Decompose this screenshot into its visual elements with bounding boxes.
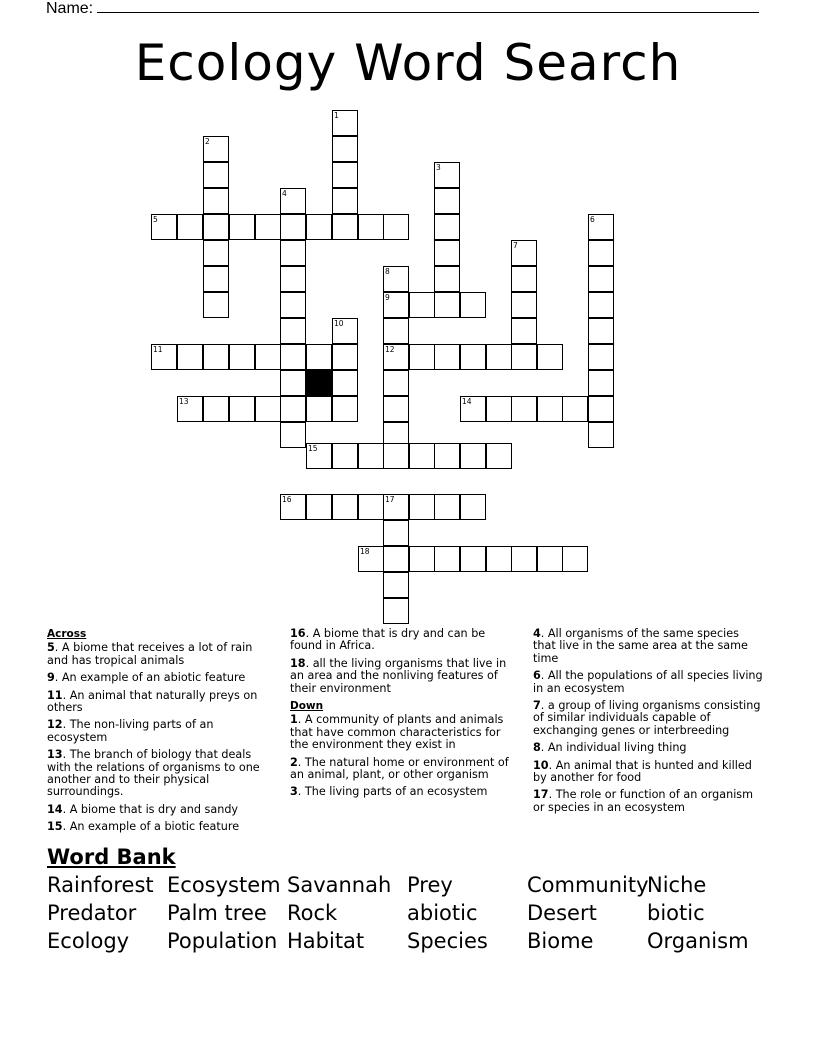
clue-number-10: 10	[334, 319, 344, 328]
crossword-cell[interactable]	[383, 520, 409, 546]
clue-number-2: 2	[205, 137, 210, 146]
clue-9	[47, 672, 272, 684]
word-bank-word: Rock	[287, 901, 338, 925]
clue-number-5: 5	[153, 215, 158, 224]
clue-2	[290, 757, 515, 782]
crossword-cell[interactable]	[332, 443, 358, 469]
crossword-cell[interactable]	[562, 546, 588, 572]
crossword-cell[interactable]	[588, 318, 614, 344]
word-bank-word: Savannah	[287, 873, 392, 897]
clue-number-6: 6	[590, 215, 595, 224]
clue-number-17: 17	[385, 495, 395, 504]
crossword-cell[interactable]	[434, 214, 460, 240]
word-bank-word: Species	[407, 929, 488, 953]
clue-text: . a group of living organisms consisting of similar individuals capable of exchanging genes or interbreeding	[533, 699, 761, 737]
crossword-cell[interactable]	[280, 292, 306, 318]
clue-text: . A biome that is dry and can be found in Africa.	[290, 627, 486, 653]
crossword-cell[interactable]	[177, 214, 203, 240]
crossword-cell[interactable]	[280, 494, 306, 520]
clue-number: 8	[533, 741, 541, 755]
clue-number: 7	[533, 699, 541, 713]
clue-1	[290, 714, 515, 751]
crossword-cell[interactable]	[280, 422, 306, 448]
clue-4	[533, 628, 763, 665]
crossword-cell[interactable]	[460, 292, 486, 318]
clues-column-1	[47, 628, 272, 839]
crossword-cell[interactable]	[151, 214, 177, 240]
crossword-cell[interactable]	[358, 546, 384, 572]
crossword-cell[interactable]	[460, 443, 486, 469]
crossword-cell[interactable]	[460, 546, 486, 572]
clues-column-2	[290, 628, 515, 804]
clue-number: 10	[533, 758, 549, 772]
crossword-cell[interactable]	[229, 396, 255, 422]
clue-number: 17	[533, 788, 549, 802]
crossword-cell[interactable]	[358, 494, 384, 520]
clue-text: . The non-living parts of an ecosystem	[47, 718, 214, 744]
crossword-cell[interactable]	[434, 240, 460, 266]
crossword-cell[interactable]	[383, 318, 409, 344]
crossword-cell[interactable]	[306, 344, 332, 370]
clue-number: 13	[47, 748, 63, 762]
clue-number-11: 11	[153, 345, 163, 354]
word-bank-word: Biome	[527, 929, 594, 953]
crossword-cell[interactable]	[511, 240, 537, 266]
crossword-cell[interactable]	[177, 396, 203, 422]
crossword-cell[interactable]	[203, 188, 229, 214]
crossword-cell[interactable]	[280, 214, 306, 240]
clue-text: . All organisms of the same species that live in the same area at the same time	[533, 627, 748, 665]
clue-number-15: 15	[308, 444, 318, 453]
crossword-cell[interactable]	[203, 162, 229, 188]
crossword-cell[interactable]	[588, 396, 614, 422]
crossword-cell[interactable]	[409, 443, 435, 469]
clue-6	[533, 670, 763, 695]
clue-text: . A biome that receives a lot of rain and has tropical animals	[47, 641, 253, 667]
crossword-cell[interactable]	[306, 443, 332, 469]
crossword-cell[interactable]	[203, 214, 229, 240]
crossword-cell[interactable]	[460, 396, 486, 422]
clue-number-9: 9	[385, 293, 390, 302]
crossword-cell[interactable]	[332, 110, 358, 136]
word-bank-word: Desert	[527, 901, 597, 925]
word-bank-word: abiotic	[407, 901, 478, 925]
crossword-cell[interactable]	[460, 494, 486, 520]
crossword-cell[interactable]	[434, 292, 460, 318]
crossword-cell[interactable]	[280, 188, 306, 214]
crossword-cell[interactable]	[383, 370, 409, 396]
clue-17	[533, 789, 763, 814]
word-bank-word: Population	[167, 929, 278, 953]
crossword-cell[interactable]	[332, 396, 358, 422]
crossword-cell[interactable]	[203, 136, 229, 162]
crossword-cell[interactable]	[177, 344, 203, 370]
clue-number: 18	[290, 656, 306, 670]
clue-text: . An example of a biotic feature	[62, 820, 240, 834]
clue-number: 16	[290, 627, 306, 640]
word-bank-word: Ecology	[47, 929, 130, 953]
clue-number: 15	[47, 820, 63, 834]
clue-number-7: 7	[513, 241, 518, 250]
crossword-cell[interactable]	[203, 344, 229, 370]
crossword-cell[interactable]	[280, 318, 306, 344]
crossword-cell[interactable]	[588, 266, 614, 292]
crossword-cell[interactable]	[434, 546, 460, 572]
crossword-cell[interactable]	[511, 546, 537, 572]
word-bank-word: Niche	[647, 873, 707, 897]
clue-text: . all the living organisms that live in an area and the nonliving features of their environment	[290, 656, 507, 695]
crossword-cell[interactable]	[434, 162, 460, 188]
crossword-cell[interactable]	[332, 344, 358, 370]
crossword-cell[interactable]	[306, 396, 332, 422]
word-bank-word: Predator	[47, 901, 137, 925]
crossword-cell[interactable]	[151, 344, 177, 370]
crossword-cell[interactable]	[511, 344, 537, 370]
crossword-cell[interactable]	[537, 396, 563, 422]
crossword-cell[interactable]	[306, 494, 332, 520]
clue-12	[47, 719, 272, 744]
crossword-cell[interactable]	[255, 396, 281, 422]
clue-text: . An animal that naturally preys on others	[47, 688, 258, 715]
crossword-cell[interactable]	[280, 266, 306, 292]
crossword-cell[interactable]	[358, 214, 384, 240]
crossword-cell[interactable]	[332, 188, 358, 214]
word-bank-word: Palm tree	[167, 901, 267, 925]
crossword-cell[interactable]	[434, 266, 460, 292]
clue-number-18: 18	[360, 547, 370, 556]
crossword-cell[interactable]	[588, 344, 614, 370]
crossword-cell[interactable]	[409, 494, 435, 520]
clue-13	[47, 749, 272, 799]
word-bank-word: Organism	[647, 929, 749, 953]
clue-number: 5	[47, 641, 55, 655]
crossword-cell[interactable]	[434, 443, 460, 469]
crossword-cell[interactable]	[203, 266, 229, 292]
clue-11	[47, 690, 272, 715]
clue-5	[47, 642, 272, 667]
clue-8	[533, 742, 763, 754]
crossword-cell[interactable]	[588, 292, 614, 318]
crossword-cell[interactable]	[511, 292, 537, 318]
down-heading: Down	[290, 700, 324, 713]
crossword-cell[interactable]	[332, 214, 358, 240]
word-bank-word: biotic	[647, 901, 705, 925]
clue-number: 12	[47, 718, 63, 732]
clue-text: . The living parts of an ecosystem	[297, 785, 488, 799]
crossword-cell[interactable]	[383, 494, 409, 520]
crossword-cell[interactable]	[434, 188, 460, 214]
word-bank-word: Community	[527, 873, 649, 897]
crossword-cell[interactable]	[229, 344, 255, 370]
crossword-cell[interactable]	[562, 396, 588, 422]
crossword-cell[interactable]	[203, 292, 229, 318]
crossword-cell[interactable]	[383, 396, 409, 422]
clue-text: . A biome that is dry and sandy	[62, 802, 239, 816]
clue-number-3: 3	[436, 163, 441, 172]
clue-number-1: 1	[334, 111, 339, 120]
clue-number: 4	[533, 627, 541, 640]
word-bank-word: Prey	[407, 873, 453, 897]
crossword-cell[interactable]	[383, 598, 409, 624]
crossword-cell[interactable]	[306, 214, 332, 240]
crossword-cell[interactable]	[486, 443, 512, 469]
crossword-cell[interactable]	[486, 546, 512, 572]
clue-10	[533, 760, 763, 785]
clue-number: 9	[47, 671, 55, 685]
crossword-cell[interactable]	[383, 292, 409, 318]
clue-number-14: 14	[462, 397, 472, 406]
word-bank-title: Word Bank	[47, 845, 176, 869]
clue-number: 6	[533, 669, 541, 683]
clue-number: 3	[290, 785, 298, 799]
crossword-cell[interactable]	[511, 318, 537, 344]
clue-number-16: 16	[282, 495, 292, 504]
word-bank-word: Rainforest	[47, 873, 154, 897]
crossword-cell[interactable]	[486, 396, 512, 422]
clue-18	[290, 658, 515, 695]
clue-text: . An animal that is hunted and killed by another for food	[533, 758, 752, 785]
crossword-cell[interactable]	[332, 494, 358, 520]
crossword-cell[interactable]	[434, 344, 460, 370]
clues-column-3	[533, 628, 763, 819]
crossword-cell[interactable]	[409, 546, 435, 572]
crossword-cell[interactable]	[229, 214, 255, 240]
clue-number: 14	[47, 802, 63, 816]
name-label: Name:	[46, 0, 94, 17]
clue-number-8: 8	[385, 267, 390, 276]
crossword-cell[interactable]	[588, 370, 614, 396]
clue-3	[290, 786, 515, 798]
crossword-cell[interactable]	[280, 396, 306, 422]
clue-number: 11	[47, 688, 63, 702]
clue-number-13: 13	[179, 397, 189, 406]
clue-number: 2	[290, 755, 298, 769]
crossword-cell[interactable]	[460, 344, 486, 370]
crossword-cell[interactable]	[486, 344, 512, 370]
crossword-cell[interactable]	[280, 344, 306, 370]
crossword-cell[interactable]	[255, 344, 281, 370]
page-title: Ecology Word Search	[134, 34, 682, 92]
crossword-cell[interactable]	[588, 422, 614, 448]
across-heading: Across	[47, 628, 87, 640]
clue-text: . The role or function of an organism or species in an ecosystem	[533, 788, 754, 814]
crossword-cell[interactable]	[537, 344, 563, 370]
clue-15	[47, 821, 272, 833]
crossword-cell[interactable]	[332, 136, 358, 162]
clue-text: . The natural home or environment of an animal, plant, or other organism	[290, 755, 509, 782]
crossword-cell[interactable]	[332, 162, 358, 188]
crossword-cell[interactable]	[588, 240, 614, 266]
crossword-cell[interactable]	[511, 266, 537, 292]
crossword-cell[interactable]	[203, 240, 229, 266]
clue-text: . An example of an abiotic feature	[54, 671, 246, 685]
clue-text: . A community of plants and animals that have common characteristics for the environment they exist in	[290, 713, 504, 752]
clue-16	[290, 628, 515, 653]
crossword-cell[interactable]	[383, 214, 409, 240]
crossword-cell[interactable]	[409, 344, 435, 370]
crossword-cell[interactable]	[332, 370, 358, 396]
crossword-cell[interactable]	[358, 443, 384, 469]
clue-number: 1	[290, 713, 298, 727]
crossword-cell[interactable]	[434, 494, 460, 520]
crossword-black-cell	[306, 370, 332, 396]
clue-7	[533, 700, 763, 737]
crossword-cell[interactable]	[383, 344, 409, 370]
crossword-cell[interactable]	[588, 214, 614, 240]
crossword-cell[interactable]	[383, 266, 409, 292]
crossword-cell[interactable]	[280, 370, 306, 396]
clue-14	[47, 804, 272, 816]
clue-number-12: 12	[385, 345, 395, 354]
crossword-cell[interactable]	[255, 214, 281, 240]
word-bank-word: Habitat	[287, 929, 365, 953]
crossword-cell[interactable]	[280, 240, 306, 266]
crossword-cell[interactable]	[537, 546, 563, 572]
crossword-cell[interactable]	[383, 572, 409, 598]
clue-number-4: 4	[282, 189, 287, 198]
crossword-cell[interactable]	[511, 396, 537, 422]
clue-text: . All the populations of all species living in an ecosystem	[533, 669, 763, 695]
crossword-cell[interactable]	[383, 443, 409, 469]
crossword-cell[interactable]	[203, 396, 229, 422]
clue-text: . An individual living thing	[540, 741, 687, 755]
crossword-cell[interactable]	[332, 318, 358, 344]
crossword-cell[interactable]	[409, 292, 435, 318]
word-bank-word: Ecosystem	[167, 873, 281, 897]
clue-text: . The branch of biology that deals with the relations of organisms to one another and to their physical surroundings.	[47, 748, 260, 799]
crossword-cell[interactable]	[383, 546, 409, 572]
